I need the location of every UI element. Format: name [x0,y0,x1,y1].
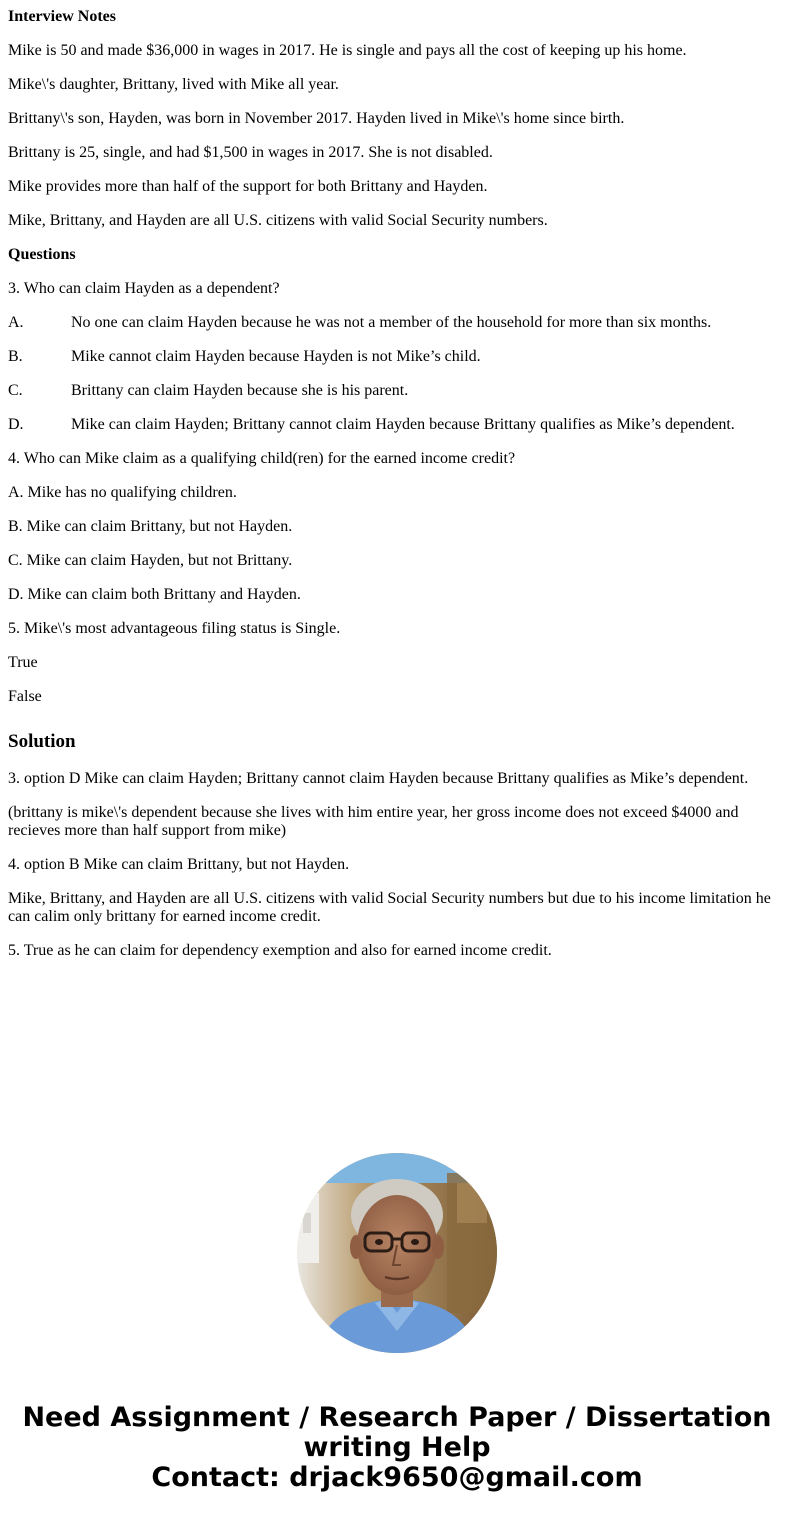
option-text: Mike can claim Hayden; Brittany cannot claim Hayden because Brittany qualifies as Mike’s dependent. [71,416,735,433]
question-3: 3. Who can claim Hayden as a dependent? [8,280,280,297]
footer-line-1: Need Assignment / Research Paper / Dissertation [22,1402,772,1433]
solution-line: 3. option D Mike can claim Hayden; Brittany cannot claim Hayden because Brittany qualifies as Mike’s dependent. [8,770,749,787]
option-text: Mike cannot claim Hayden because Hayden is not Mike’s child. [71,348,481,365]
q3-option-a [8,306,786,340]
author-portrait-image [297,1153,497,1353]
footer-contact [0,1403,794,1493]
notes-heading: Interview Notes [8,8,116,25]
q5-option-false: False [8,688,42,705]
option-letter: C. [8,382,23,399]
footer-line-3: Contact: drjack9650@gmail.com [151,1462,643,1493]
q3-option-b [8,340,786,374]
solution-line: (brittany is mike\'s dependent because she lives with him entire year, her gross income does not exceed $4000 and recieves more than half support from mike) [8,804,739,839]
note-line: Mike\'s daughter, Brittany, lived with Mike all year. [8,76,339,93]
option-letter: D. [8,416,24,433]
solution-line: Mike, Brittany, and Hayden are all U.S. citizens with valid Social Security numbers but due to his income limitation he can calim only brittany for earned income credit. [8,890,771,925]
solution-line: 4. option B Mike can claim Brittany, but not Hayden. [8,856,350,873]
note-line: Brittany is 25, single, and had $1,500 in wages in 2017. She is not disabled. [8,144,493,161]
question-5: 5. Mike\'s most advantageous filing status is Single. [8,620,341,637]
q3-option-d [8,408,786,442]
q4-option-b: B. Mike can claim Brittany, but not Hayden. [8,518,293,535]
option-text: Brittany can claim Hayden because she is his parent. [71,382,409,399]
footer-line-2: writing Help [303,1432,491,1463]
note-line: Mike provides more than half of the support for both Brittany and Hayden. [8,178,488,195]
option-letter: A. [8,314,24,331]
solution-line: 5. True as he can claim for dependency exemption and also for earned income credit. [8,942,552,959]
question-4: 4. Who can Mike claim as a qualifying child(ren) for the earned income credit? [8,450,516,467]
option-text: No one can claim Hayden because he was not a member of the household for more than six months. [71,314,712,331]
avatar [297,1153,497,1353]
q4-option-a: A. Mike has no qualifying children. [8,484,237,501]
note-line: Brittany\'s son, Hayden, was born in November 2017. Hayden lived in Mike\'s home since birth. [8,110,625,127]
option-letter: B. [8,348,23,365]
note-line: Mike is 50 and made $36,000 in wages in 2017. He is single and pays all the cost of keeping up his home. [8,42,687,59]
document-body [8,0,786,968]
q3-option-c [8,374,786,408]
questions-heading: Questions [8,246,76,263]
q4-option-c: C. Mike can claim Hayden, but not Brittany. [8,552,293,569]
q5-option-true: True [8,654,38,671]
note-line: Mike, Brittany, and Hayden are all U.S. citizens with valid Social Security numbers. [8,212,548,229]
q4-option-d: D. Mike can claim both Brittany and Hayden. [8,586,301,603]
solution-heading: Solution [8,731,76,752]
